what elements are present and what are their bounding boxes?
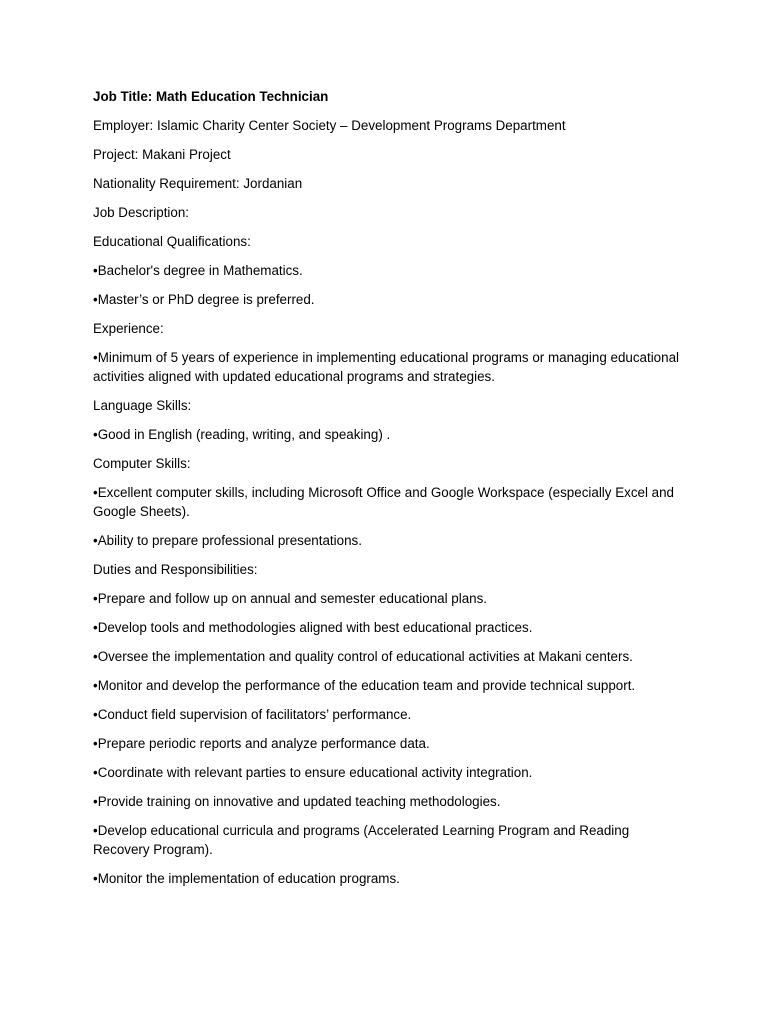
computer-item: •Ability to prepare professional presentations. bbox=[93, 533, 362, 548]
duty-item: •Coordinate with relevant parties to ensure educational activity integration. bbox=[93, 765, 533, 780]
project-line: Project: Makani Project bbox=[93, 147, 231, 162]
duty-item: •Prepare and follow up on annual and semester educational plans. bbox=[93, 591, 488, 606]
computer-item: •Excellent computer skills, including Microsoft Office and Google Workspace (especially Excel and Google Sheets). bbox=[93, 485, 674, 519]
language-heading: Language Skills: bbox=[93, 398, 192, 413]
nationality-line: Nationality Requirement: Jordanian bbox=[93, 176, 303, 191]
language-item: •Good in English (reading, writing, and speaking) . bbox=[93, 427, 391, 442]
duty-item: •Develop tools and methodologies aligned with best educational practices. bbox=[93, 620, 533, 635]
employer-line: Employer: Islamic Charity Center Society – Development Programs Department bbox=[93, 118, 566, 133]
job-title: Job Title: Math Education Technician bbox=[93, 89, 329, 104]
duty-item: •Conduct field supervision of facilitators’ performance. bbox=[93, 707, 412, 722]
experience-item: •Minimum of 5 years of experience in implementing educational programs or managing educational activities aligned with updated educational programs and strategies. bbox=[93, 350, 680, 384]
education-heading: Educational Qualifications: bbox=[93, 234, 251, 249]
duty-item: •Prepare periodic reports and analyze performance data. bbox=[93, 736, 430, 751]
experience-heading: Experience: bbox=[93, 321, 164, 336]
duty-item: •Develop educational curricula and programs (Accelerated Learning Program and Reading Recovery Program). bbox=[93, 823, 630, 857]
job-description-heading: Job Description: bbox=[93, 205, 190, 220]
duty-item: •Monitor and develop the performance of the education team and provide technical support. bbox=[93, 678, 636, 693]
education-item: •Master’s or PhD degree is preferred. bbox=[93, 292, 315, 307]
duty-item: •Provide training on innovative and updated teaching methodologies. bbox=[93, 794, 501, 809]
education-item: •Bachelor's degree in Mathematics. bbox=[93, 263, 303, 278]
duty-item: •Monitor the implementation of education programs. bbox=[93, 871, 400, 886]
document-page bbox=[93, 87, 683, 898]
duty-item: •Oversee the implementation and quality control of educational activities at Makani centers. bbox=[93, 649, 633, 664]
computer-heading: Computer Skills: bbox=[93, 456, 191, 471]
duties-heading: Duties and Responsibilities: bbox=[93, 562, 258, 577]
